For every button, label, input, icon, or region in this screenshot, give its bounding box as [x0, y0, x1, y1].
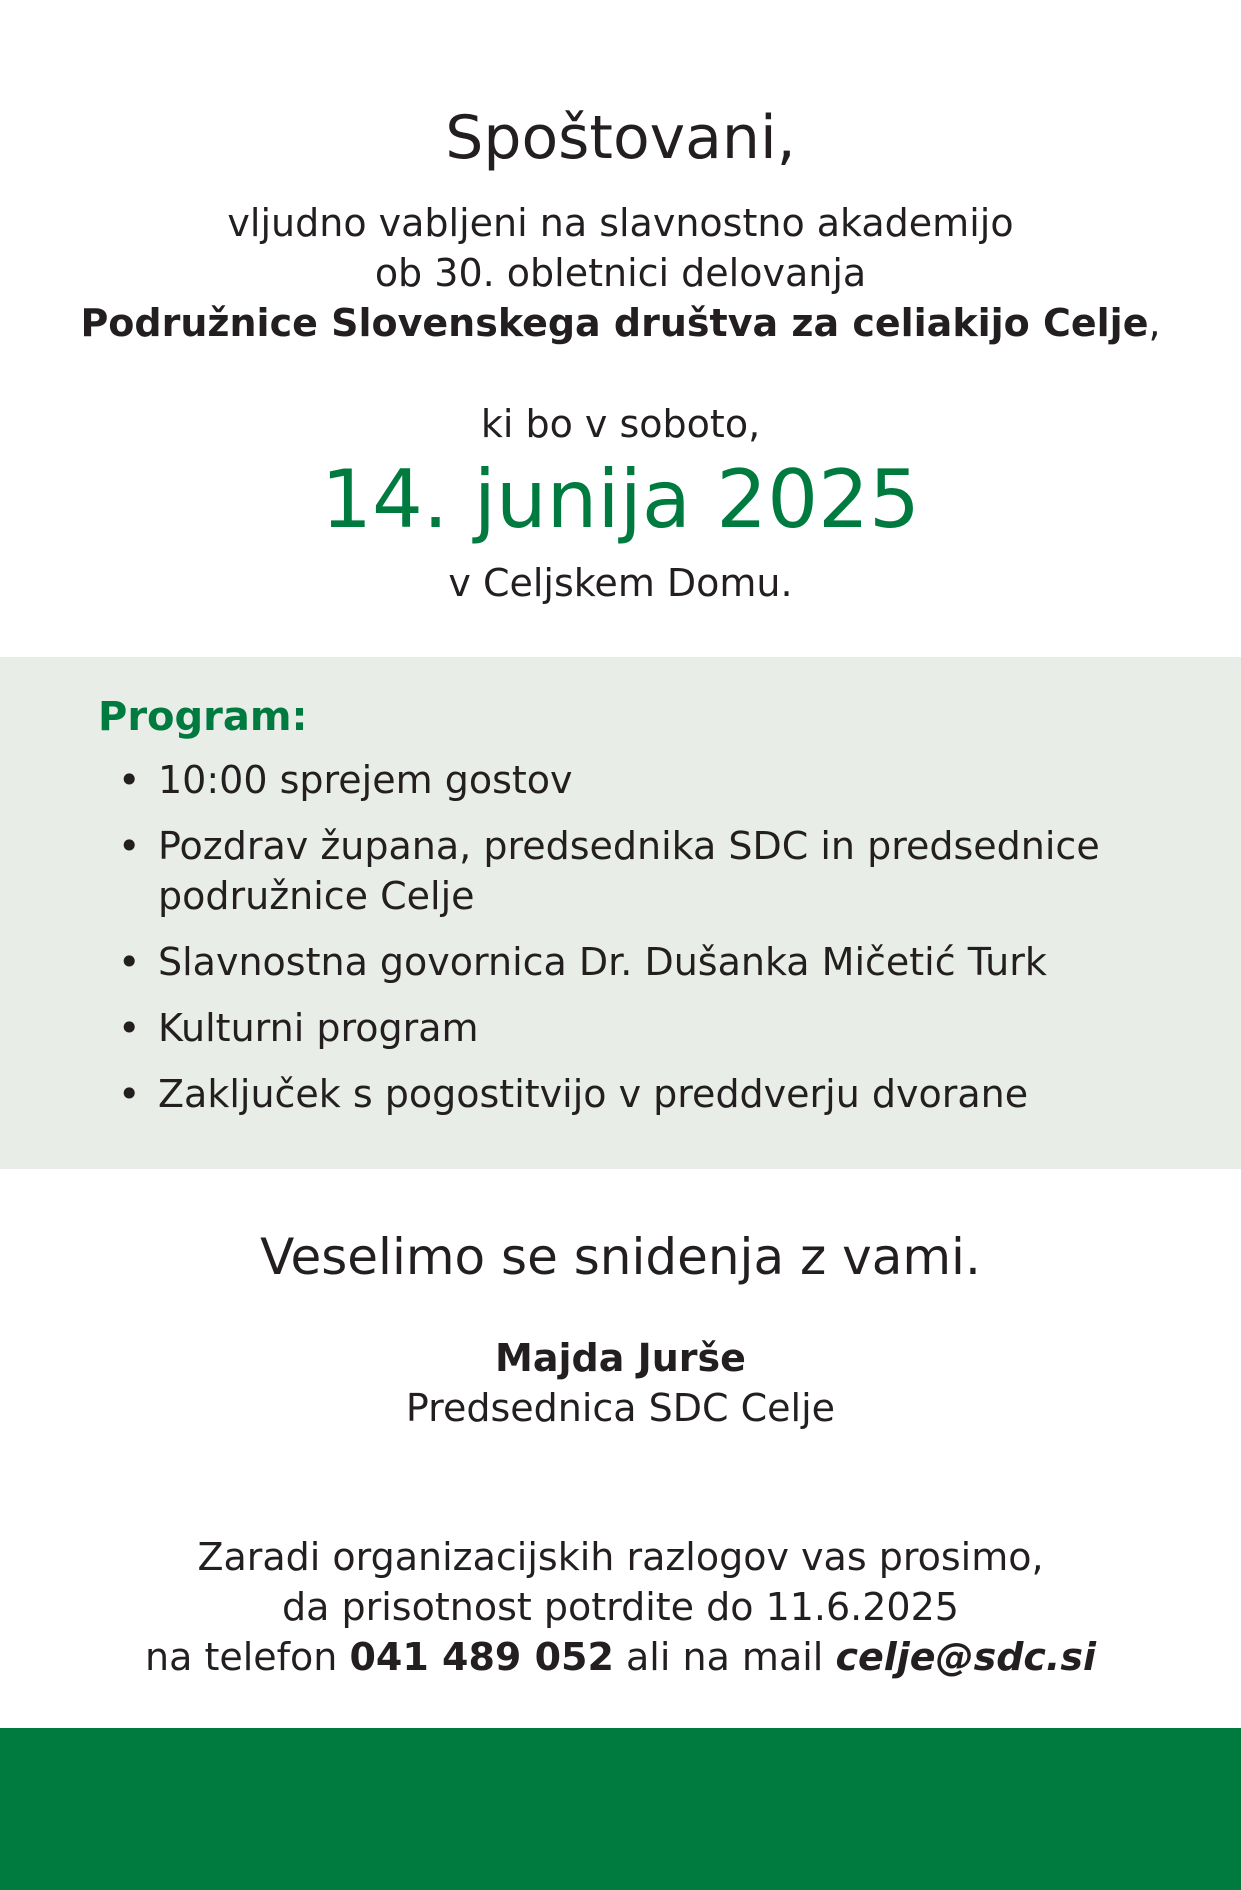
bullet-icon: •: [118, 758, 141, 802]
bullet-icon: •: [118, 1006, 141, 1050]
rsvp-line-1: Zaradi organizacijskih razlogov vas prosimo,: [197, 1535, 1044, 1579]
phone-number[interactable]: 041 489 052: [349, 1635, 614, 1679]
invite-line-2: ob 30. obletnici delovanja: [374, 251, 867, 295]
footer-bar: [0, 1728, 1241, 1890]
program-title: Program:: [98, 694, 308, 740]
invite-line-1: vljudno vabljeni na slavnostno akademijo: [227, 201, 1014, 245]
closing-message: Veselimo se snidenja z vami.: [260, 1228, 981, 1286]
invitation-text: [0, 198, 1241, 348]
mail-prefix: ali na mail: [626, 1635, 824, 1679]
signer-name: Majda Jurše: [495, 1336, 746, 1380]
organization-suffix: ,: [1148, 301, 1161, 345]
program-section: [0, 657, 1241, 1169]
bullet-icon: •: [118, 1072, 141, 1116]
rsvp-contact-line: [0, 1632, 1241, 1682]
program-list: [118, 755, 1178, 1135]
event-place: v Celjskem Domu.: [448, 561, 793, 605]
email-link[interactable]: celje@sdc.si: [835, 1635, 1096, 1679]
organization-name: Podružnice Slovenskega društva za celiakijo Celje: [80, 301, 1149, 345]
bullet-icon: •: [118, 940, 141, 984]
event-when-intro: ki bo v soboto,: [480, 402, 761, 446]
rsvp-line-2: da prisotnost potrdite do 11.6.2025: [282, 1585, 959, 1629]
program-item: • Pozdrav župana, predsednika SDC in predsednice podružnice Celje: [118, 821, 1178, 921]
program-item: • Kulturni program: [118, 1003, 1178, 1053]
event-date: 14. junija 2025: [321, 453, 920, 546]
invite-organization-line: [0, 298, 1241, 348]
program-item: • Zaključek s pogostitvijo v preddverju dvorane: [118, 1069, 1178, 1119]
signer-title: Predsednica SDC Celje: [405, 1386, 836, 1430]
bullet-icon: •: [118, 824, 141, 868]
phone-prefix: na telefon: [145, 1635, 338, 1679]
program-item: • Slavnostna govornica Dr. Dušanka Mičetić Turk: [118, 937, 1178, 987]
program-item: • 10:00 sprejem gostov: [118, 755, 1178, 805]
rsvp-notice: [0, 1532, 1241, 1682]
greeting-heading: Spoštovani,: [445, 103, 796, 173]
